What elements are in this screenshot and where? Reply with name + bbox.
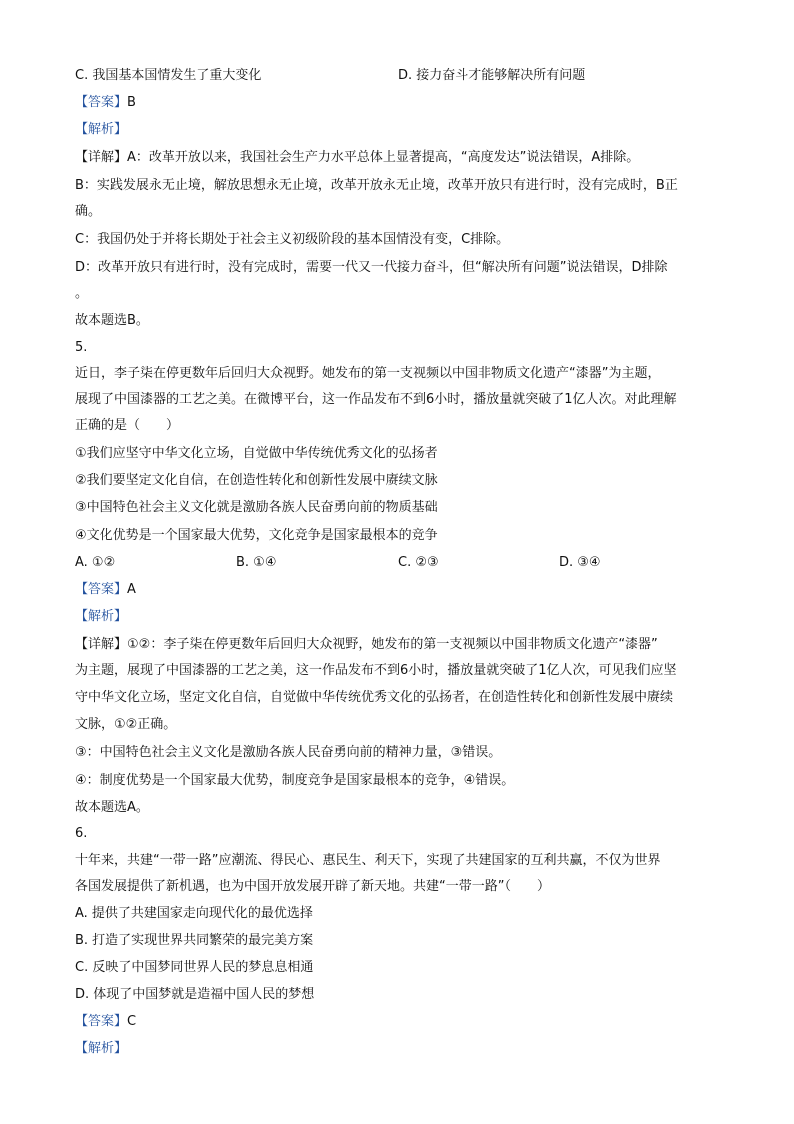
q5-choice-b: B. ①④ <box>236 555 277 570</box>
q6-stem-line2: 各国发展提供了新机遇，也为中国开放发展开辟了新天地。共建“一带一路”（ ） <box>75 879 550 894</box>
q4-detail-d-line2: 。 <box>75 286 89 301</box>
q5-item-2: ②我们要坚定文化自信，在创造性转化和创新性发展中赓续文脉 <box>75 473 438 488</box>
answer-value: B <box>127 95 136 110</box>
q6-number: 6. <box>75 826 88 841</box>
q5-item-1: ①我们应坚守中华文化立场，自觉做中华传统优秀文化的弘扬者 <box>75 446 438 461</box>
q6-option-b: B. 打造了实现世界共同繁荣的最完美方案 <box>75 933 314 948</box>
q5-stem-line3: 正确的是（ ） <box>75 418 180 433</box>
q5-answer <box>75 581 136 599</box>
answer-label: 【答案】 <box>75 95 128 110</box>
q5-detail-line2: 为主题，展现了中国漆器的工艺之美，这一作品发布不到6小时，播放量就突破了1亿人次，可见我们应坚 <box>75 663 677 678</box>
detail-label: 【详解】 <box>75 637 128 652</box>
detail-text: A：改革开放以来，我国社会生产力水平总体上显著提高，“高度发达”说法错误，A排除。 <box>127 150 640 165</box>
q5-stem-line2: 展现了中国漆器的工艺之美。在微博平台，这一作品发布不到6小时，播放量就突破了1亿人次。对此理解 <box>75 392 677 407</box>
q4-detail-a <box>75 149 639 167</box>
q5-detail-3: ③：中国特色社会主义文化是激励各族人民奋勇向前的精神力量，③错误。 <box>75 745 502 760</box>
q5-detail-line3: 守中华文化立场，坚定文化自信，自觉做中华传统优秀文化的弘扬者，在创造性转化和创新性发展中赓续 <box>75 690 674 705</box>
q5-choice-a: A. ①② <box>75 555 116 570</box>
detail-label: 【详解】 <box>75 150 128 165</box>
q5-analysis-label: 【解析】 <box>75 609 128 624</box>
q4-conclusion: 故本题选B。 <box>75 313 149 328</box>
q6-option-a: A. 提供了共建国家走向现代化的最优选择 <box>75 906 313 921</box>
detail-text: ①②：李子柒在停更数年后回归大众视野，她发布的第一支视频以中国非物质文化遗产“漆器” <box>127 637 658 652</box>
q4-detail-b-line1: B：实践发展永无止境，解放思想永无止境，改革开放永无止境，改革开放只有进行时，没有完成时，B正 <box>75 178 678 193</box>
q4-option-d: D. 接力奋斗才能够解决所有问题 <box>398 68 586 83</box>
q5-item-3: ③中国特色社会主义文化就是激励各族人民奋勇向前的物质基础 <box>75 500 438 515</box>
q6-answer <box>75 1013 136 1031</box>
answer-label: 【答案】 <box>75 582 128 597</box>
q4-answer <box>75 94 136 112</box>
q6-option-d: D. 体现了中国梦就是造福中国人民的梦想 <box>75 987 315 1002</box>
q4-detail-c: C：我国仍处于并将长期处于社会主义初级阶段的基本国情没有变，C排除。 <box>75 232 510 247</box>
q6-analysis-label: 【解析】 <box>75 1041 128 1056</box>
q5-detail-line4: 文脉，①②正确。 <box>75 717 177 732</box>
q6-stem-line1: 十年来，共建“一带一路”应潮流、得民心、惠民生、利天下，实现了共建国家的互利共赢，不仅为世界 <box>75 853 661 868</box>
q4-detail-d-line1: D：改革开放只有进行时，没有完成时，需要一代又一代接力奋斗，但“解决所有问题”说法错误，D排除 <box>75 260 668 275</box>
q5-conclusion: 故本题选A。 <box>75 800 149 815</box>
q4-analysis-label: 【解析】 <box>75 122 128 137</box>
q5-detail-line1 <box>75 636 658 654</box>
q5-stem-line1: 近日，李子柒在停更数年后回归大众视野。她发布的第一支视频以中国非物质文化遗产“漆器”为主题， <box>75 366 661 381</box>
answer-value: C <box>127 1014 137 1029</box>
q5-item-4: ④文化优势是一个国家最大优势，文化竞争是国家最根本的竞争 <box>75 528 438 543</box>
q5-detail-4: ④：制度优势是一个国家最大优势，制度竞争是国家最根本的竞争，④错误。 <box>75 773 515 788</box>
q5-choice-c: C. ②③ <box>398 555 439 570</box>
q6-option-c: C. 反映了中国梦同世界人民的梦息息相通 <box>75 960 314 975</box>
answer-label: 【答案】 <box>75 1014 128 1029</box>
q5-choice-d: D. ③④ <box>559 555 601 570</box>
q5-number: 5. <box>75 340 88 355</box>
q4-detail-b-line2: 确。 <box>75 204 102 219</box>
q4-option-c: C. 我国基本国情发生了重大变化 <box>75 68 262 83</box>
answer-value: A <box>127 582 136 597</box>
